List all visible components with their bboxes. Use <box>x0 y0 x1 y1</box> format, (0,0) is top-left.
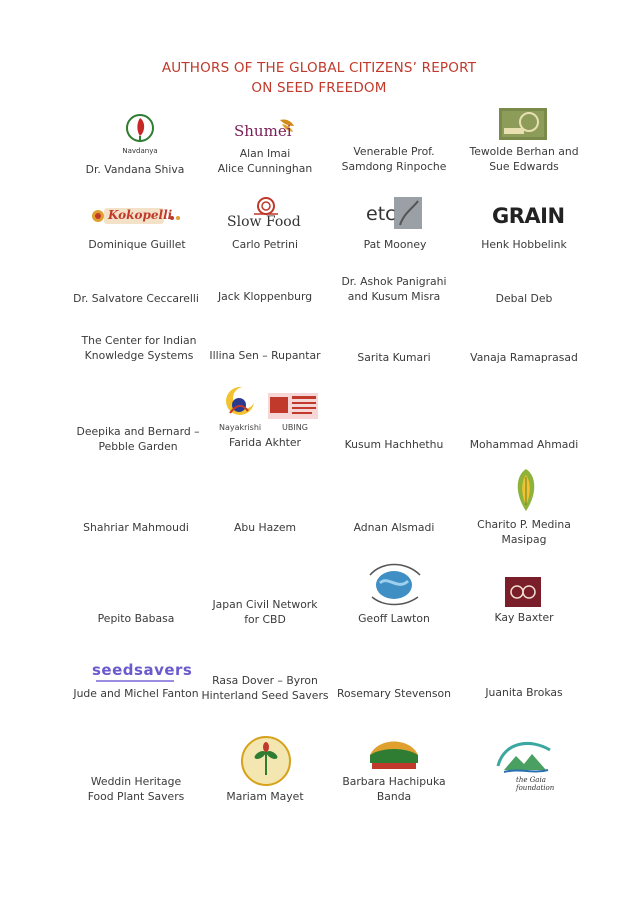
author-name: Pebble Garden <box>98 440 178 453</box>
author-name: Weddin Heritage <box>90 775 182 788</box>
author-name: Alice Cunninghan <box>217 162 313 175</box>
author-name: Dr. Vandana Shiva <box>85 163 185 176</box>
author-name: Pepito Babasa <box>97 612 175 625</box>
permaculture-institute-logo <box>364 563 424 607</box>
author-name: Knowledge Systems <box>84 349 194 362</box>
author-name: Illina Sen – Rupantar <box>209 349 321 362</box>
etc-group-logo <box>364 195 424 231</box>
author-name: Shahriar Mahmoudi <box>83 521 189 534</box>
author-name: Dominique Guillet <box>88 238 186 251</box>
author-name: Henk Hobbelink <box>481 238 567 251</box>
etc-logo-text: etc <box>366 203 396 225</box>
ubing-label: UBING <box>282 423 308 432</box>
gaia-logo-text: the Gaia foundation <box>516 776 555 792</box>
institute-logo <box>499 108 547 140</box>
african-centre-biosafety-logo <box>240 735 292 787</box>
author-name: Alan Imai <box>239 147 291 160</box>
nayakrishi-label: Nayakrishi <box>219 423 262 432</box>
author-name: Rasa Dover – Byron <box>212 674 318 687</box>
gaia-foundation-logo <box>490 736 560 792</box>
author-name: Adnan Alsmadi <box>353 521 435 534</box>
author-name: The Center for Indian <box>81 334 197 347</box>
author-name: Samdong Rinpoche <box>341 160 447 173</box>
kokopelli-logo-text: Kokopelli <box>108 208 173 222</box>
author-name: Barbara Hachipuka <box>342 775 446 788</box>
seedsavers-logo <box>92 661 193 685</box>
banda-org-logo <box>364 731 424 773</box>
author-name: Mohammad Ahmadi <box>469 438 579 451</box>
navdanya-logo-text: Navdanya <box>122 147 158 155</box>
seedsavers-logo-text: seedsavers <box>92 661 193 679</box>
navdanya-logo <box>118 112 162 160</box>
author-name: Sue Edwards <box>489 160 559 173</box>
author-name: Vanaja Ramaprasad <box>470 351 578 364</box>
author-name: Masipag <box>501 533 547 546</box>
shumei-logo <box>232 116 298 142</box>
author-name: Deepika and Bernard – <box>76 425 200 438</box>
author-name: Dr. Ashok Panigrahi <box>341 275 447 288</box>
author-name: Geoff Lawton <box>358 612 430 625</box>
grain-logo <box>490 202 565 232</box>
author-name: Banda <box>376 790 412 803</box>
shumei-logo-text: Shumei <box>234 122 292 140</box>
author-name: Kay Baxter <box>494 611 554 624</box>
ubing-logo <box>268 393 318 419</box>
author-name: Kusum Hachhethu <box>344 438 444 451</box>
author-name: Abu Hazem <box>233 521 297 534</box>
author-name: Food Plant Savers <box>87 790 185 803</box>
author-name: Dr. Salvatore Ceccarelli <box>73 292 199 305</box>
author-name: Sarita Kumari <box>357 351 431 364</box>
masipag-logo <box>510 467 542 513</box>
author-name: Jude and Michel Fanton <box>73 687 199 700</box>
koanga-logo <box>505 577 541 607</box>
author-name: Carlo Petrini <box>232 238 298 251</box>
author-name: Venerable Prof. <box>353 145 435 158</box>
author-name: Hinterland Seed Savers <box>201 689 329 702</box>
page-title-line1: AUTHORS OF THE GLOBAL CITIZENS’ REPORT <box>161 60 477 76</box>
kokopelli-logo <box>90 202 186 232</box>
author-name: Japan Civil Network <box>212 598 318 611</box>
author-name: and Kusum Misra <box>347 290 441 303</box>
slow-food-logo-text: Slow Food <box>227 214 301 230</box>
author-name: Juanita Brokas <box>485 686 563 699</box>
author-name: Mariam Mayet <box>226 790 304 803</box>
slow-food-logo <box>224 196 306 236</box>
author-name: for CBD <box>244 613 286 626</box>
author-name: Rosemary Stevenson <box>337 687 451 700</box>
author-name: Tewolde Berhan and <box>469 145 579 158</box>
grain-logo-text: GRAIN <box>492 204 565 228</box>
page-title-line2: ON SEED FREEDOM <box>251 80 387 96</box>
author-name: Charito P. Medina <box>477 518 571 531</box>
nayakrishi-logo <box>222 383 260 419</box>
author-name: Farida Akhter <box>229 436 301 449</box>
author-name: Jack Kloppenburg <box>217 290 313 303</box>
author-name: Debal Deb <box>495 292 553 305</box>
author-name: Pat Mooney <box>363 238 427 251</box>
